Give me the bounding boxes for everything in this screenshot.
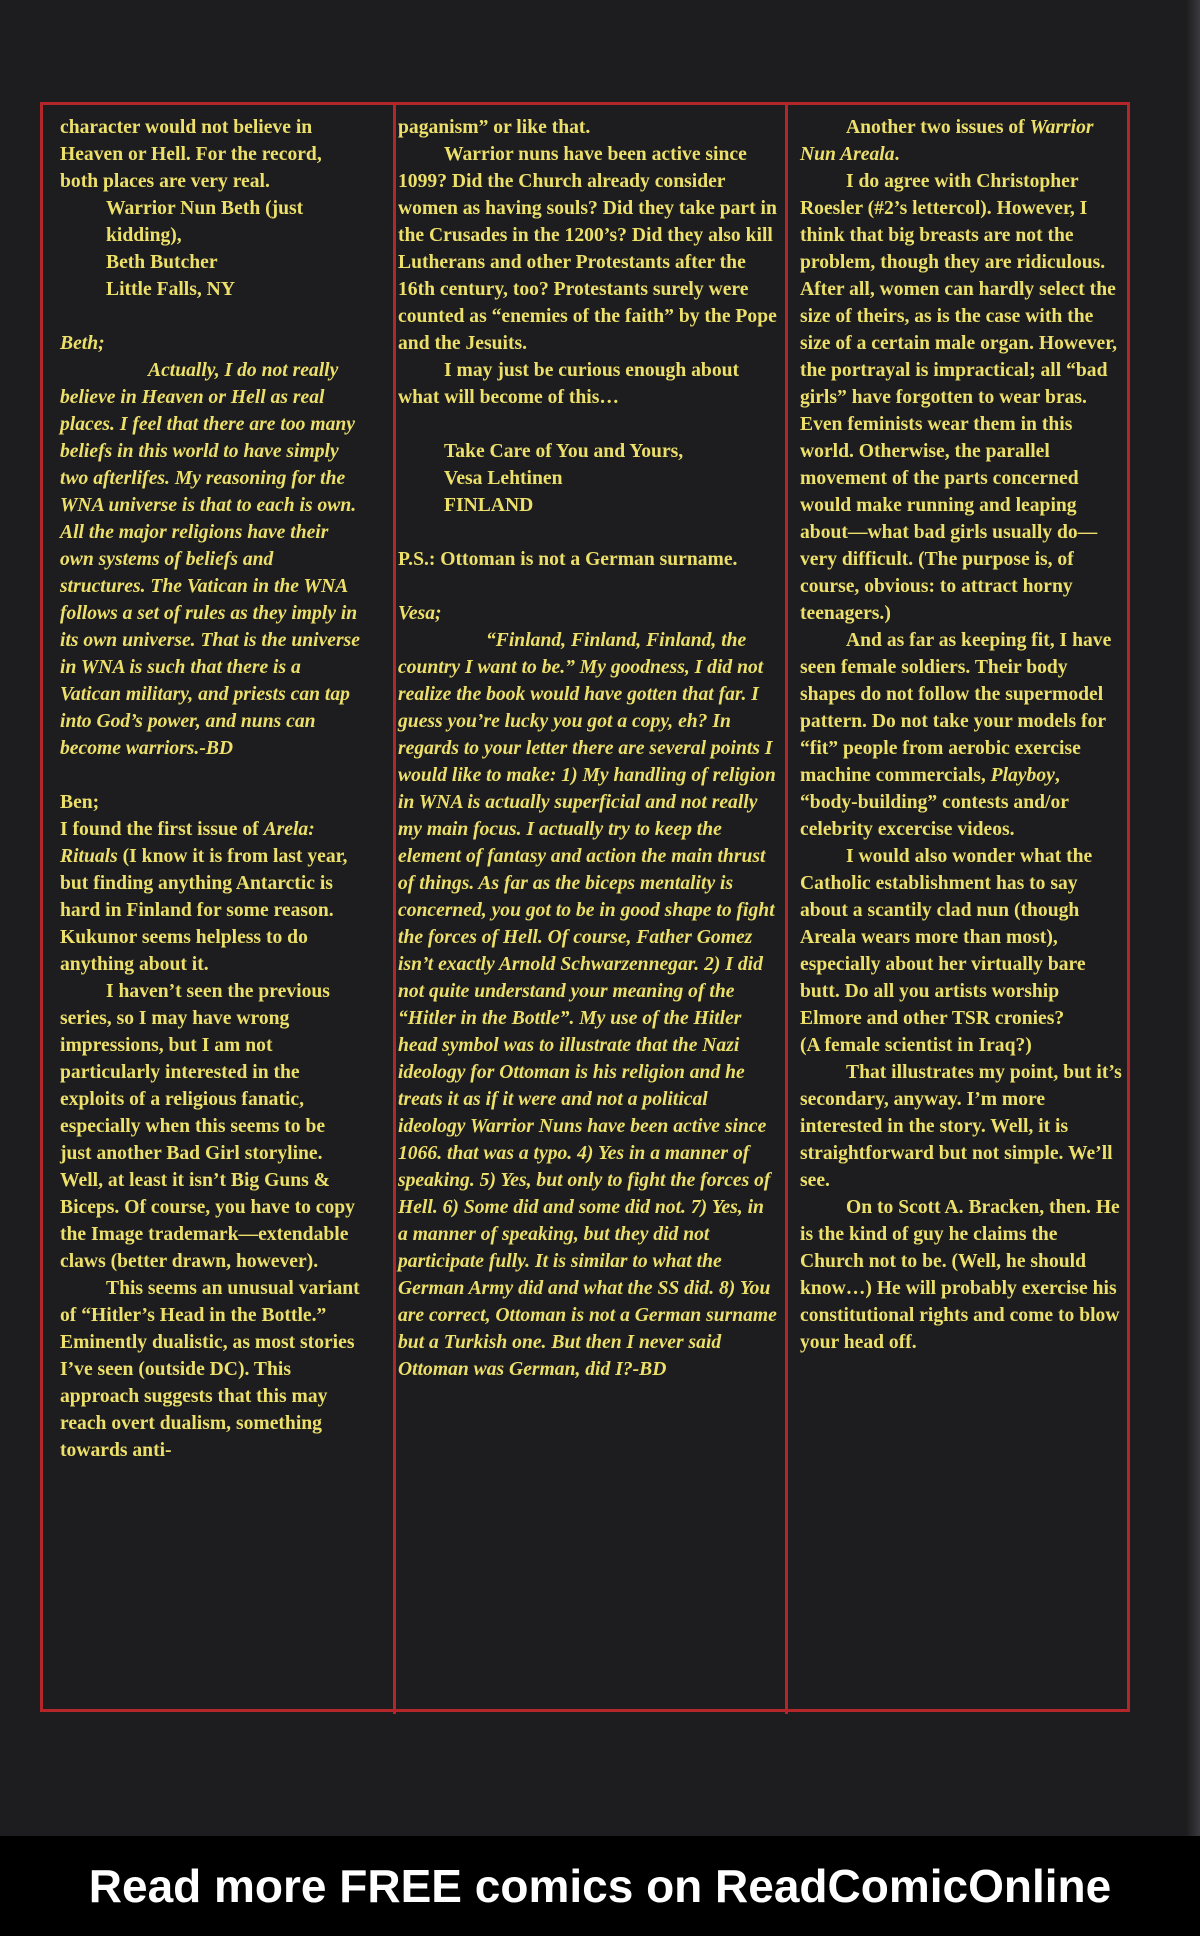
letter-paragraph: I do agree with Christopher Roesler (#2’s lettercol). However, I think that big breasts are not the problem, though they are ridiculous. After all, women can hardly select the size of theirs, as is the case with the size of a certain male organ. However, the portrayal is impractical; all “bad girls” have forgotten to wear bras. Even feminists wear them in this world. Otherwise, the parallel movement of the parts concerned would make running and leaping about—what bad girls usually do—very difficult. (The purpose is, of course, obvious: to attract horny teenagers.) (800, 171, 1118, 624)
letter-text: I found the first issue of (60, 819, 264, 840)
letter-text: . (894, 144, 900, 165)
letter-paragraph: Warrior nuns have been active since 1099? Did the Church already consider women as having souls? Did they take part in the Crusades in the 1200’s? Did they also kill Lutherans and other Protestants after the 16th century, too? Protestants surely were counted as “enemies of the faith” by the Pope and the Jesuits. (398, 144, 777, 354)
letter-text: (I know it is from last year, but finding anything Antarctic is hard in Finland for some reason. Kukunor seems helpless to do anything about it. (60, 846, 348, 975)
signature-line: Take Care of You and Yours, (444, 441, 684, 462)
magazine-title: Playboy (990, 765, 1055, 786)
signature-location: Little Falls, NY (106, 279, 235, 300)
letter-column-2 (398, 114, 778, 1383)
column-divider-1 (393, 102, 396, 1714)
postscript: P.S.: Ottoman is not a German surname. (398, 549, 738, 570)
reply-salutation: Vesa; (398, 603, 442, 624)
reply-salutation: Beth; (60, 333, 105, 354)
letter-text: Another two issues of (846, 117, 1030, 138)
letter-paragraph (800, 627, 1122, 843)
letter-paragraph: On to Scott A. Bracken, then. He is the kind of guy he claims the Church not to be. (Well, he should know…) He will probably exercise his constitutional rights and come to blow your head off. (800, 1197, 1120, 1353)
editor-reply: Actually, I do not really believe in Heaven or Hell as real places. I feel that there are too many beliefs in this world to have simply two afterlifes. My reasoning for the WNA universe is that to each is own. All the major religions have their own systems of beliefs and structures. The Vatican in the WNA follows a set of rules as they imply in its own universe. That is the universe in WNA is such that there is a Vatican military, and priests can tap into God’s power, and nuns can become warriors.-BD (60, 360, 360, 759)
letter-text: , “body-building” contests and/or celebrity excercise videos. (800, 765, 1069, 840)
comic-title: Arela: Rituals (60, 819, 315, 867)
promo-banner[interactable]: Read more FREE comics on ReadComicOnline (0, 1836, 1200, 1936)
signature-location: FINLAND (444, 495, 534, 516)
signature-name: Vesa Lehtinen (444, 468, 563, 489)
signature-line: Warrior Nun Beth (just kidding), (106, 198, 304, 246)
letter-paragraph: I would also wonder what the Catholic establishment has to say about a scantily clad nun (though Areala wears more than most), especially about her virtually bare butt. Do all you artists worship Elmore and other TSR cronies? (800, 846, 1093, 1029)
letter-paragraph (800, 114, 1122, 168)
letter-text: And as far as keeping fit, I have seen female soldiers. Their body shapes do not follow the supermodel pattern. Do not take your models for “fit” people from aerobic exercise machine commercials, (800, 630, 1112, 786)
letter-column-1 (60, 114, 360, 1464)
letter-text: character would not believe in Heaven or Hell. For the record, both places are very real. (60, 117, 322, 192)
letter-paragraph: That illustrates my point, but it’s secondary, anyway. I’m more interested in the story. Well, it is straightforward but not simple. We’ll see. (800, 1062, 1122, 1191)
letter-paragraph: I haven’t seen the previous series, so I may have wrong impressions, but I am not particularly interested in the exploits of a religious fanatic, especially when this seems to be just another Bad Girl storyline. Well, at least it isn’t Big Guns & Biceps. Of course, you have to copy the Image trademark—extendable claws (better drawn, however). (60, 981, 355, 1272)
column-divider-2 (785, 102, 788, 1714)
comic-title: Warrior Nun Areala (800, 117, 1094, 165)
editor-reply: “Finland, Finland, Finland, the country I want to be.” My goodness, I did not realize the book would have gotten that far. I guess you’re lucky you got a copy, eh? In regards to your letter there are several points I would like to make: 1) My handling of religion in WNA is actually superficial and not really my main focus. I actually try to keep the element of fantasy and action the main thrust of things. As far as the biceps mentality is concerned, you got to be in good shape to fight the forces of Hell. Of course, Father Gomez isn’t exactly Arnold Schwarzennegar. 2) I did not quite understand your meaning of the “Hitler in the Bottle”. My use of the Hitler head symbol was to illustrate that the Nazi ideology for Ottoman is his religion and he treats it as if it were and not a political ideology Warrior Nuns have been active since 1066. that was a typo. 4) Yes in a manner of speaking. 5) Yes, but only to fight the forces of Hell. 6) Some did and some did not. 7) Yes, in a manner of speaking, but they did not participate fully. It is similar to what the German Army did and what the SS did. 8) You are correct, Ottoman is not a German surname but a Turkish one. But then I never said Ottoman was German, did I?-BD (398, 630, 777, 1380)
letter-aside: (A female scientist in Iraq?) (800, 1035, 1032, 1056)
signature-name: Beth Butcher (106, 252, 218, 273)
letter-paragraph: I may just be curious enough about what will become of this… (398, 360, 740, 408)
page-edge (1186, 0, 1200, 1836)
letter-column-3 (800, 114, 1122, 1356)
letter-text: paganism” or like that. (398, 117, 591, 138)
letter-paragraph: This seems an unusual variant of “Hitler’s Head in the Bottle.” Eminently dualistic, as most stories I’ve seen (outside DC). This approach suggests that this may reach overt dualism, something towards anti- (60, 1278, 360, 1461)
letter-salutation: Ben; (60, 792, 100, 813)
letter-paragraph (60, 816, 360, 978)
